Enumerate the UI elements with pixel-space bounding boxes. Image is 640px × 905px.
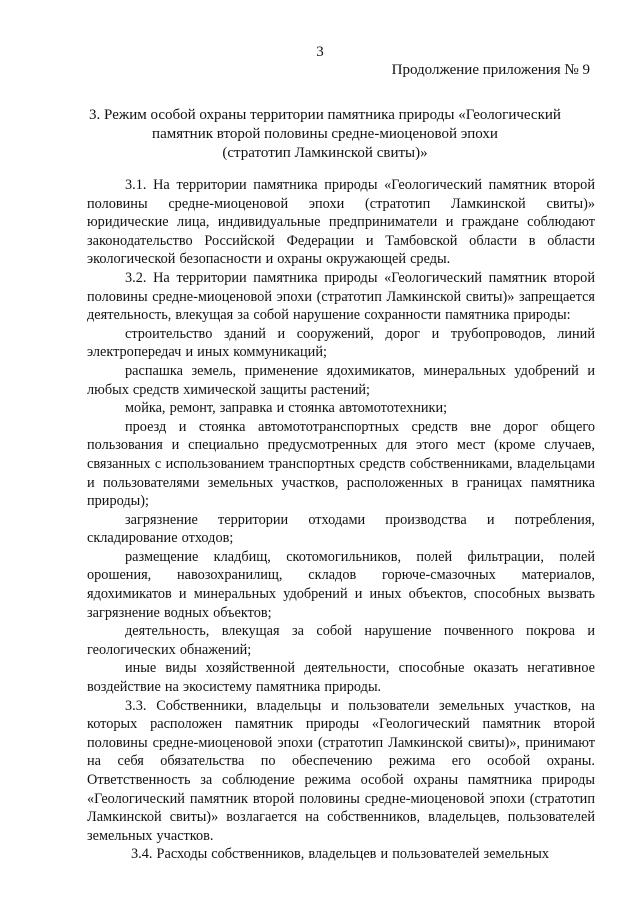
section-heading bbox=[60, 106, 590, 163]
section-heading-line: (стратотип Ламкинской свиты)» bbox=[222, 145, 428, 161]
paragraph-3-3: 3.3. Собственники, владельцы и пользователи земельных участков, на которых расположен памятник природы «Геологический памятник второй половины средне-миоценовой эпохи (стратотип Ламкинской свиты)», принимают на себя обязательства по обеспечению режима его особой охраны. Ответственность за соблюдение режима особой охраны памятника природы «Геологический памятник второй половины средне-миоценовой эпохи (стратотип Ламкинской свиты)» возлагается на собственников, владельцев, пользователей земельных участков. bbox=[87, 697, 595, 844]
paragraph-3-1: 3.1. На территории памятника природы «Геологический памятник второй половины средне-миоценовой эпохи (стратотип Ламкинской свиты)» юридические лица, индивидуальные предприниматели и граждане соблюдают законодательство Российской Федерации и Тамбовской области в области экологической безопасности и охраны окружающей среды. bbox=[87, 177, 595, 268]
list-item-other-activities: иные виды хозяйственной деятельности, способные оказать негативное воздействие на экосистему памятника природы. bbox=[87, 660, 595, 696]
list-item-cemeteries: размещение кладбищ, скотомогильников, полей фильтрации, полей орошения, навозохранилищ, складов горюче-смазочных материалов, ядохимикатов и минеральных удобрений и иных объектов, способных вызвать загрязнение водных объектов; bbox=[87, 548, 595, 621]
document-body bbox=[87, 176, 595, 864]
list-item-construction: строительство зданий и сооружений, дорог и трубопроводов, линий электропередач и иных коммуникаций; bbox=[87, 325, 595, 361]
section-heading-line: 3. Режим особой охраны территории памятника природы «Геологический bbox=[89, 107, 561, 123]
paragraph-3-4: 3.4. Расходы собственников, владельцев и пользователей земельных bbox=[131, 846, 549, 863]
list-item-plowing: распашка земель, применение ядохимикатов, минеральных удобрений и любых средств химической защиты растений; bbox=[87, 362, 595, 398]
appendix-continuation-note: Продолжение приложения № 9 bbox=[391, 62, 590, 78]
list-item-vehicle-washing: мойка, ремонт, заправка и стоянка автомототехники; bbox=[125, 400, 448, 417]
section-heading-line: памятник второй половины средне-миоценовой эпохи bbox=[152, 126, 498, 142]
list-item-soil-disturbance: деятельность, влекущая за собой нарушение почвенного покрова и геологических обнажений; bbox=[87, 623, 595, 658]
paragraph-3-2: 3.2. На территории памятника природы «Геологический памятник второй половины средне-миоценовой эпохи (стратотип Ламкинской свиты)» запрещается деятельность, влекущая за собой нарушение сохранности памятника природы: bbox=[87, 269, 595, 324]
list-item-waste-pollution: загрязнение территории отходами производства и потребления, складирование отходов; bbox=[87, 511, 595, 547]
page-number: 3 bbox=[316, 44, 324, 60]
list-item-vehicle-passage: проезд и стоянка автомототранспортных средств вне дорог общего пользования и специально предусмотренных для этого мест (кроме случаев, связанных с использованием транспортных средств собственниками, владельцами и пользователями земельных участков, расположенных в границах памятника природы); bbox=[87, 418, 595, 510]
